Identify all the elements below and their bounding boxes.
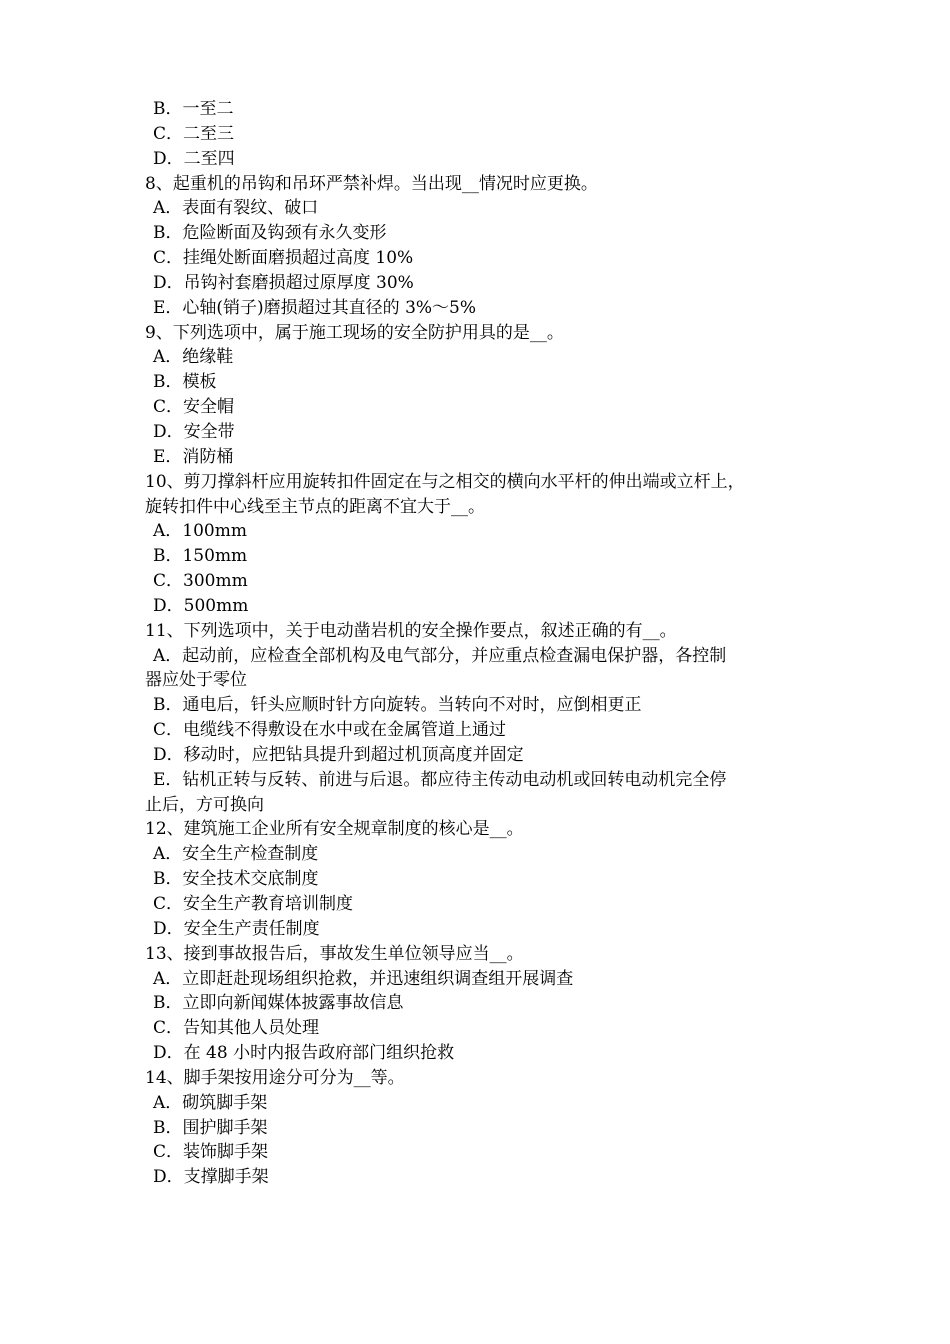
answer-option: A．100mm: [153, 521, 247, 542]
answer-option: D．在 48 小时内报告政府部门组织抢救: [153, 1043, 455, 1064]
answer-option: C．装饰脚手架: [153, 1142, 269, 1163]
question-text: 9、下列选项中，属于施工现场的安全防护用具的是__。: [145, 322, 564, 343]
answer-option: E．消防桶: [153, 446, 234, 467]
question-text: 10、剪刀撑斜杆应用旋转扣件固定在与之相交的横向水平杆的伸出端或立杆上，: [145, 471, 745, 492]
answer-option: D．移动时，应把钻具提升到超过机顶高度并固定: [153, 744, 524, 765]
question-text: 13、接到事故报告后，事故发生单位领导应当__。: [145, 943, 524, 964]
answer-option: D．安全带: [153, 421, 235, 442]
answer-option: C．二至三: [153, 123, 235, 144]
answer-option: B．模板: [153, 372, 217, 393]
answer-option: D．支撑脚手架: [153, 1167, 269, 1188]
answer-option: A．砌筑脚手架: [153, 1092, 268, 1113]
answer-option: D．500mm: [153, 595, 249, 616]
answer-option: B．危险断面及钩颈有永久变形: [153, 223, 387, 244]
answer-option: C．挂绳处断面磨损超过高度 10%: [153, 248, 414, 269]
answer-option: E．钻机正转与反转、前进与后退。都应待主传动电动机或回转电动机完全停: [153, 769, 727, 790]
text-continuation: 旋转扣件中心线至主节点的距离不宜大于__。: [145, 496, 485, 517]
answer-option: C．告知其他人员处理: [153, 1018, 320, 1039]
answer-option: D．二至四: [153, 148, 235, 169]
answer-option: D．吊钩衬套磨损超过原厚度 30%: [153, 272, 414, 293]
answer-option: C．电缆线不得敷设在水中或在金属管道上通过: [153, 720, 507, 741]
document-body: [145, 97, 810, 1190]
answer-option: C．安全帽: [153, 397, 235, 418]
answer-option: B．通电后，钎头应顺时针方向旋转。当转向不对时，应倒相更正: [153, 695, 642, 716]
answer-option: C．安全生产教育培训制度: [153, 894, 354, 914]
question-text: 14、脚手架按用途分可分为__等。: [145, 1067, 405, 1088]
answer-option: B．150mm: [153, 546, 248, 567]
answer-option: B．一至二: [153, 99, 234, 119]
answer-option: A．安全生产检查制度: [153, 844, 319, 865]
answer-option: D．安全生产责任制度: [153, 918, 320, 939]
answer-option: A．绝缘鞋: [153, 347, 234, 368]
question-text: 11、下列选项中，关于电动凿岩机的安全操作要点，叙述正确的有__。: [145, 620, 677, 641]
text-continuation: 器应处于零位: [145, 670, 247, 691]
answer-option: E．心轴(销子)磨损超过其直径的 3%～5%: [153, 297, 477, 318]
answer-option: B．安全技术交底制度: [153, 869, 319, 890]
question-text: 8、起重机的吊钩和吊环严禁补焊。当出现__情况时应更换。: [145, 173, 598, 194]
text-continuation: 止后，方可换向: [145, 794, 264, 815]
answer-option: C．300mm: [153, 571, 248, 592]
answer-option: A．表面有裂纹、破口: [153, 198, 319, 219]
answer-option: A．起动前，应检查全部机构及电气部分，并应重点检查漏电保护器，各控制: [153, 645, 727, 666]
question-text: 12、建筑施工企业所有安全规章制度的核心是__。: [145, 819, 524, 840]
answer-option: B．立即向新闻媒体披露事故信息: [153, 993, 404, 1014]
answer-option: A．立即赶赴现场组织抢救，并迅速组织调查组开展调查: [153, 968, 574, 989]
answer-option: B．围护脚手架: [153, 1117, 268, 1138]
